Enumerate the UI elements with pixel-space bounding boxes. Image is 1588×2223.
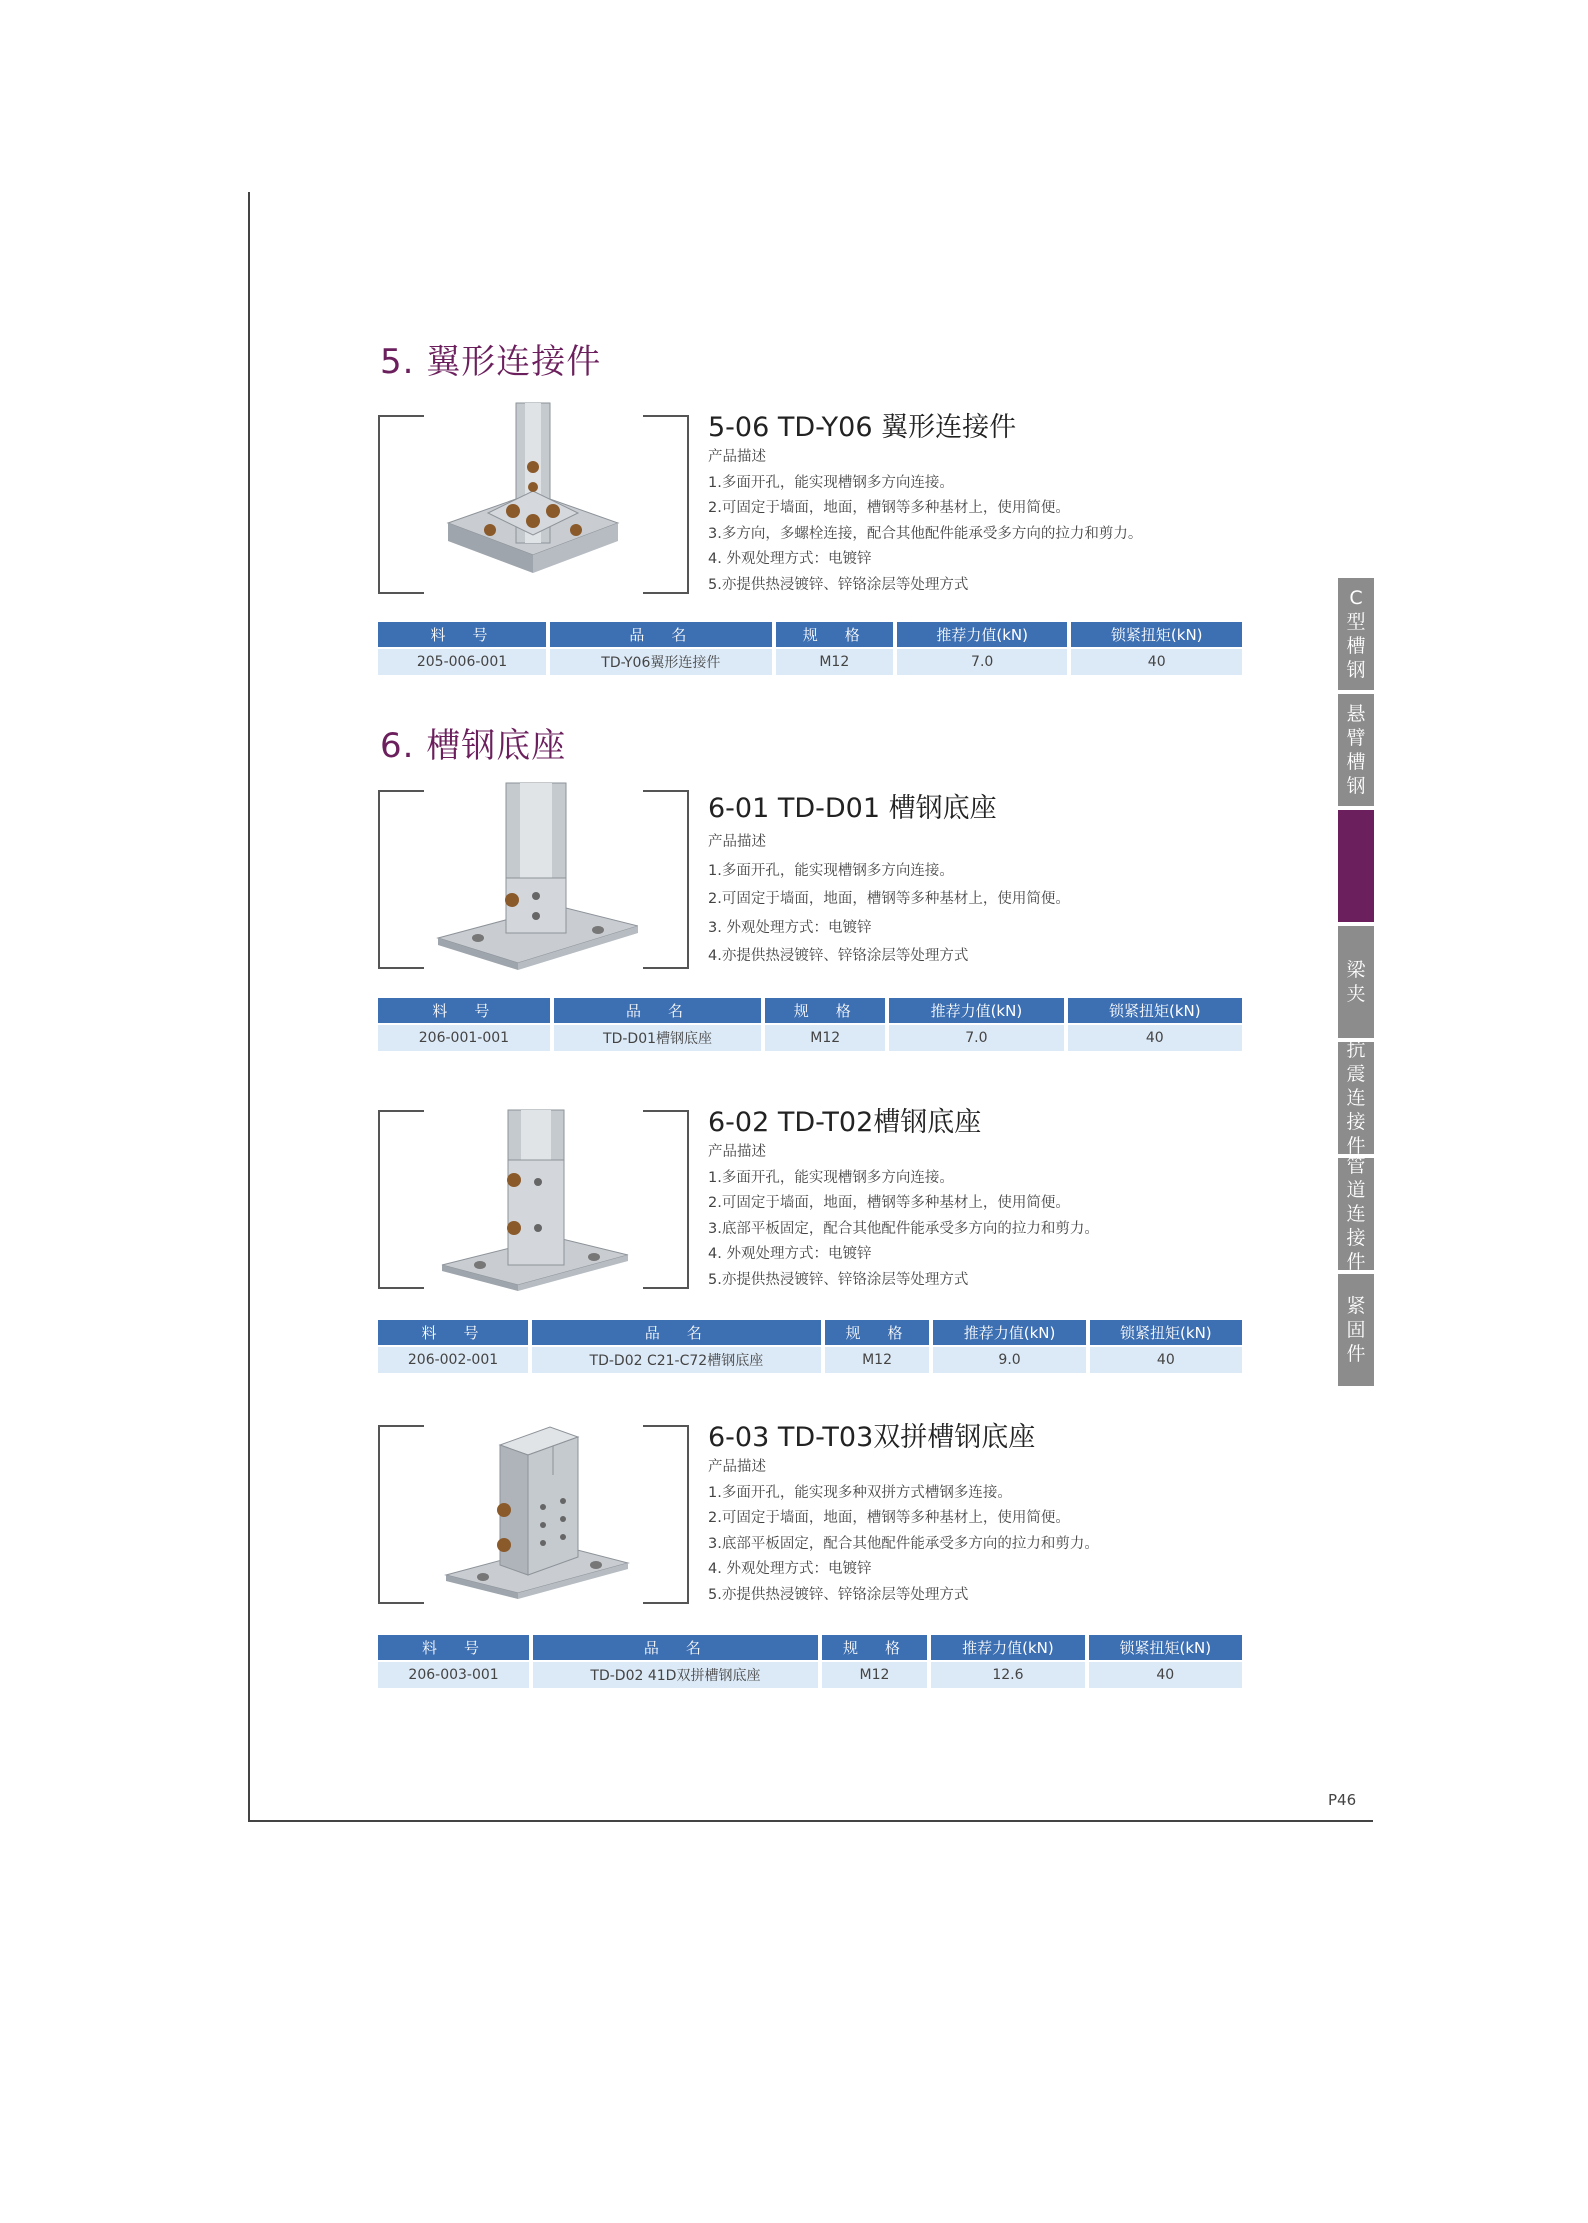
page-frame-bottom-rule [248,1820,1373,1822]
header-spec: 规 格 [776,622,893,647]
desc-line: 4. 外观处理方式：电镀锌 [708,1561,872,1577]
cell-spec: M12 [822,1662,927,1688]
cell-product-name: TD-D02 C21-C72槽钢底座 [532,1347,821,1373]
desc-line: 3. 外观处理方式：电镀锌 [708,919,872,936]
desc-line: 3.底部平板固定，配合其他配件能承受多方向的拉力和剪力。 [708,1220,1099,1237]
spec-table-header-row [378,1635,1242,1660]
cell-force: 12.6 [931,1662,1084,1688]
desc-line: 2.可固定于墙面，地面，槽钢等多种基材上，使用简便。 [708,1195,1070,1211]
cell-torque: 40 [1068,1025,1242,1051]
image-bracket-left [378,415,424,594]
header-recommended-force: 推荐力值(kN) [889,998,1063,1023]
desc-label: 产品描述 [708,1459,766,1475]
cell-spec: M12 [776,649,893,675]
cell-product-name: TD-D01槽钢底座 [554,1025,761,1051]
image-bracket-right [643,415,689,594]
spec-table-header-row [378,998,1242,1023]
cell-part-number: 206-001-001 [378,1025,550,1051]
cell-product-name: TD-Y06翼形连接件 [550,649,772,675]
header-recommended-force: 推荐力值(kN) [897,622,1068,647]
cell-force: 9.0 [933,1347,1085,1373]
desc-line: 1.多面开孔，能实现槽钢多方向连接。 [708,1169,954,1186]
header-locking-torque: 锁紧扭矩(kN) [1090,1320,1242,1345]
spec-table [374,1633,1246,1690]
desc-line: 4. 外观处理方式：电镀锌 [708,1246,872,1262]
cell-torque: 40 [1071,649,1242,675]
image-bracket-right [643,790,689,969]
desc-line: 2.可固定于墙面，地面，槽钢等多种基材上，使用简便。 [708,891,1070,907]
product-description [708,445,1142,598]
product-description [708,1455,1099,1608]
header-spec: 规 格 [822,1635,927,1660]
tab-label: 梁夹 [1346,959,1366,1005]
page-frame-left-rule [248,192,250,1822]
section-title-channel-base: 6. 槽钢底座 [380,726,567,766]
header-product-name: 品 名 [533,1635,818,1660]
desc-line: 5.亦提供热浸镀锌、锌铬涂层等处理方式 [708,576,969,593]
cell-force: 7.0 [897,649,1068,675]
double-channel-base-t03-image [428,1415,638,1610]
desc-line: 3.多方向，多螺栓连接，配合其他配件能承受多方向的拉力和剪力。 [708,525,1143,542]
side-category-tabs [1338,578,1374,1390]
cell-spec: M12 [765,1025,885,1051]
page-number: P46 [1328,1791,1357,1809]
desc-line: 1.多面开孔，能实现多种双拼方式槽钢多连接。 [708,1484,1012,1501]
cell-part-number: 206-002-001 [378,1347,528,1373]
header-part-number: 料 号 [378,622,546,647]
cell-force: 7.0 [889,1025,1063,1051]
cell-part-number: 206-003-001 [378,1662,529,1688]
header-part-number: 料 号 [378,1320,528,1345]
tab-seismic-connector[interactable] [1338,1039,1374,1157]
tab-active-current[interactable] [1338,810,1374,922]
product-description [708,1140,1099,1293]
image-bracket-left [378,1425,424,1604]
spec-table [374,1318,1246,1375]
image-bracket-left [378,790,424,969]
desc-line: 5.亦提供热浸镀锌、锌铬涂层等处理方式 [708,1271,969,1288]
wing-connector-image [428,395,638,595]
tab-pipe-connector[interactable] [1338,1155,1374,1273]
header-spec: 规 格 [765,998,885,1023]
tab-cantilever-channel[interactable] [1338,694,1374,806]
desc-line: 5.亦提供热浸镀锌、锌铬涂层等处理方式 [708,1586,969,1603]
image-bracket-left [378,1110,424,1289]
desc-label: 产品描述 [708,449,766,465]
tab-label: 抗震连接件 [1346,1039,1366,1157]
tab-fastener[interactable] [1338,1274,1374,1386]
image-bracket-right [643,1425,689,1604]
channel-base-t02-image [428,1100,638,1295]
table-row [378,1347,1242,1373]
tab-beam-clamp[interactable] [1338,926,1374,1038]
header-part-number: 料 号 [378,998,550,1023]
product-title: 5-06 TD-Y06 翼形连接件 [708,412,1017,443]
header-recommended-force: 推荐力值(kN) [931,1635,1084,1660]
desc-line: 4. 外观处理方式：电镀锌 [708,551,872,567]
header-product-name: 品 名 [550,622,772,647]
desc-label: 产品描述 [708,1144,766,1160]
product-title: 6-03 TD-T03双拼槽钢底座 [708,1422,1036,1453]
header-recommended-force: 推荐力值(kN) [933,1320,1085,1345]
desc-line: 3.底部平板固定，配合其他配件能承受多方向的拉力和剪力。 [708,1535,1099,1552]
image-bracket-right [643,1110,689,1289]
desc-line: 2.可固定于墙面，地面，槽钢等多种基材上，使用简便。 [708,1510,1070,1526]
product-title: 6-02 TD-T02槽钢底座 [708,1107,982,1138]
header-locking-torque: 锁紧扭矩(kN) [1068,998,1242,1023]
spec-table [374,620,1246,677]
tab-label: 悬臂槽钢 [1346,703,1366,797]
header-spec: 规 格 [825,1320,930,1345]
header-locking-torque: 锁紧扭矩(kN) [1089,1635,1242,1660]
cell-product-name: TD-D02 41D双拼槽钢底座 [533,1662,818,1688]
spec-table [374,996,1246,1053]
cell-torque: 40 [1090,1347,1242,1373]
spec-table-header-row [378,1320,1242,1345]
product-title: 6-01 TD-D01 槽钢底座 [708,793,997,824]
header-product-name: 品 名 [554,998,761,1023]
header-part-number: 料 号 [378,1635,529,1660]
cell-torque: 40 [1089,1662,1242,1688]
desc-label: 产品描述 [708,834,766,850]
header-locking-torque: 锁紧扭矩(kN) [1071,622,1242,647]
tab-label: C型槽钢 [1346,587,1366,681]
tab-label: 管道连接件 [1346,1155,1366,1273]
table-row [378,649,1242,675]
product-description [708,828,1070,971]
desc-line: 2.可固定于墙面，地面，槽钢等多种基材上，使用简便。 [708,500,1070,516]
desc-line: 1.多面开孔，能实现槽钢多方向连接。 [708,862,954,879]
channel-base-d01-image [428,778,638,973]
cell-spec: M12 [825,1347,930,1373]
header-product-name: 品 名 [532,1320,821,1345]
section-title-wing-connector: 5. 翼形连接件 [380,342,602,382]
tab-c-channel[interactable] [1338,578,1374,690]
spec-table-header-row [378,622,1242,647]
desc-line: 1.多面开孔，能实现槽钢多方向连接。 [708,474,954,491]
desc-line: 4.亦提供热浸镀锌、锌铬涂层等处理方式 [708,948,969,964]
cell-part-number: 205-006-001 [378,649,546,675]
tab-label: 紧固件 [1346,1295,1366,1365]
table-row [378,1025,1242,1051]
table-row [378,1662,1242,1688]
